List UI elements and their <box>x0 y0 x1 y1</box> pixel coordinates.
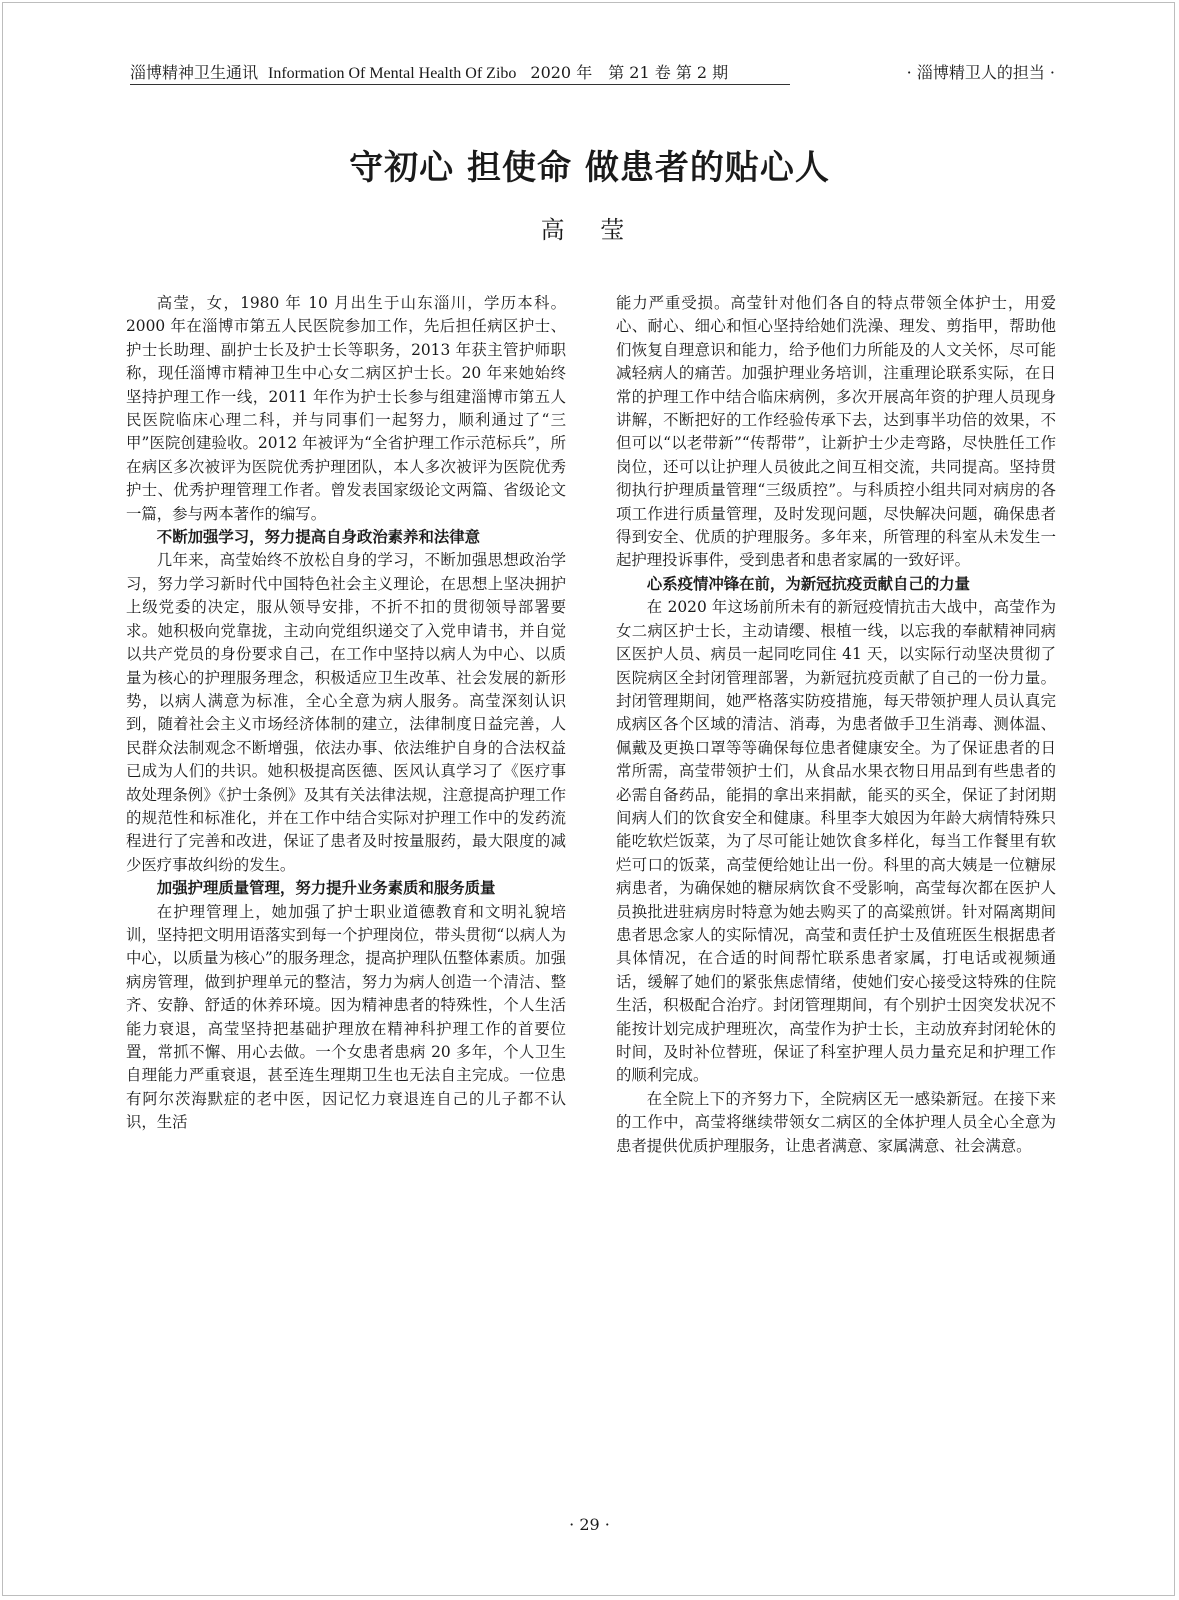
section-heading: 心系疫情冲锋在前，为新冠抗疫贡献自己的力量 <box>646 574 971 593</box>
header-rule <box>130 84 790 85</box>
journal-issue: 2020 年 第 21 卷 第 2 期 <box>530 63 729 82</box>
page-number: · 29 · <box>569 1515 610 1534</box>
left-column <box>126 292 566 1135</box>
running-header <box>130 60 1055 86</box>
article-title: 守初心 担使命 做患者的贴心人 <box>349 148 830 188</box>
journal-name-en: Information Of Mental Health Of Zibo <box>268 65 517 82</box>
paragraph: 高莹，女，1980 年 10 月出生于山东淄川，学历本科。2000 年在淄博市第五人民医院参加工作，先后担任病区护士、护士长助理、副护士长及护士长等职务，2013 年获主管护师职称，现任淄博市精神卫生中心女二病区护士长。20 年来她始终坚持护理工作一线，2011 年作为护士长参与组建淄博市第五人民医院临床心理二科，并与同事们一起努力，顺利通过了“三甲”医院创建验收。2012 年被评为“全省护理工作示范标兵”，所在病区多次被评为医院优秀护理团队，本人多次被评为医院优秀护士、优秀护理管理工作者。曾发表国家级论文两篇、省级论文一篇，参与两本著作的编写。 <box>126 294 566 523</box>
right-column <box>616 292 1056 1158</box>
article-author: 高 莹 <box>540 216 639 244</box>
paragraph: 在护理管理上，她加强了护士职业道德教育和文明礼貌培训，坚持把文明用语落实到每一个护理岗位，带头贯彻“以病人为中心，以质量为核心”的服务理念，提高护理队伍整体素质。加强病房管理，做到护理单元的整洁，努力为病人创造一个清洁、整齐、安静、舒适的休养环境。因为精神患者的特殊性，个人生活能力衰退，高莹坚持把基础护理放在精神科护理工作的首要位置，常抓不懈、用心去做。一个女患者患病 20 多年，个人卫生自理能力严重衰退，甚至连生理期卫生也无法自主完成。一位患有阿尔茨海默症的老中医，因记忆力衰退连自己的儿子都不认识，生活 <box>126 902 566 1132</box>
section-heading: 不断加强学习，努力提高自身政治素养和法律意 <box>156 528 481 547</box>
paragraph: 在 2020 年这场前所未有的新冠疫情抗击大战中，高莹作为女二病区护士长，主动请缨、根植一线，以忘我的奉献精神同病区医护人员、病员一起同吃同住 41 天，以实际行动坚决贯彻了医院病区全封闭管理部署，为新冠抗疫贡献了自己的一份力量。封闭管理期间，她严格落实防疫措施，每天带领护理人员认真完成病区各个区域的清洁、消毒，为患者做手卫生消毒、测体温、佩戴及更换口罩等等确保每位患者健康安全。为了保证患者的日常所需，高莹带领护士们，从食品水果衣物日用品到有些患者的必需自备药品，能捐的拿出来捐献，能买的买全，保证了封闭期间病人们的饮食安全和健康。科里李大娘因为年龄大病情特殊只能吃软烂饭菜，为了尽可能让她饮食多样化，每当工作餐里有软烂可口的饭菜，高莹便给她让出一份。科里的高大姨是一位糖尿病患者，为确保她的糖尿病饮食不受影响，高莹每次都在医护人员换批进驻病房时特意为她去购买了的高粱煎饼。针对隔离期间患者思念家人的实际情况，高莹和责任护士及值班医生根据患者具体情况，在合适的时间帮忙联系患者家属，打电话或视频通话，缓解了她们的紧张焦虑情绪，使她们安心接受这特殊的住院生活，积极配合治疗。封闭管理期间，有个别护士因突发状况不能按计划完成护理班次，高莹作为护士长，主动放弃封闭轮休的时间，及时补位替班，保证了科室护理人员力量充足和护理工作的顺利完成。 <box>616 598 1056 1085</box>
section-heading: 加强护理质量管理，努力提升业务素质和服务质量 <box>156 879 496 898</box>
section-label: · 淄博精卫人的担当 · <box>906 63 1055 82</box>
paragraph-continued: 能力严重受损。高莹针对他们各自的特点带领全体护士，用爱心、耐心、细心和恒心坚持给她们洗澡、理发、剪指甲，帮助他们恢复自理意识和能力，给予他们力所能及的人文关怀，尽可能减轻病人的痛苦。加强护理业务培训，注重理论联系实际，在日常的护理工作中结合临床病例，多次开展高年资的护理人员现身讲解，不断把好的工作经验传承下去，达到事半功倍的效果，不但可以“以老带新”“传帮带”，让新护士少走弯路，尽快胜任工作岗位，还可以让护理人员彼此之间互相交流，共同提高。坚持贯彻执行护理质量管理“三级质控”。与科质控小组共同对病房的各项工作进行质量管理，及时发现问题，尽快解决问题，确保患者得到安全、优质的护理服务。多年来，所管理的科室从未发生一起护理投诉事件，受到患者和患者家属的一致好评。 <box>616 294 1056 570</box>
journal-name-cn: 淄博精神卫生通讯 <box>130 63 259 82</box>
journal-info <box>130 60 728 83</box>
paragraph: 在全院上下的齐努力下，全院病区无一感染新冠。在接下来的工作中，高莹将继续带领女二病区的全体护理人员全心全意为患者提供优质护理服务，让患者满意、家属满意、社会满意。 <box>616 1089 1056 1155</box>
paragraph: 几年来，高莹始终不放松自身的学习，不断加强思想政治学习，努力学习新时代中国特色社会主义理论，在思想上坚决拥护上级党委的决定，服从领导安排，不折不扣的贯彻领导部署要求。她积极向党靠拢，主动向党组织递交了入党申请书，并自觉以共产党员的身份要求自己，在工作中坚持以病人为中心、以质量为核心的护理服务理念，积极适应卫生改革、社会发展的新形势，以病人满意为标准，全心全意为病人服务。高莹深刻认识到，随着社会主义市场经济体制的建立，法律制度日益完善，人民群众法制观念不断增强，依法办事、依法维护自身的合法权益已成为人们的共识。她积极提高医德、医风认真学习了《医疗事故处理条例》《护士条例》及其有关法律法规，注意提高护理工作的规范性和标准化，并在工作中结合实际对护理工作中的发药流程进行了完善和改进，保证了患者及时按量服药，最大限度的减少医疗事故纠纷的发生。 <box>126 551 566 874</box>
